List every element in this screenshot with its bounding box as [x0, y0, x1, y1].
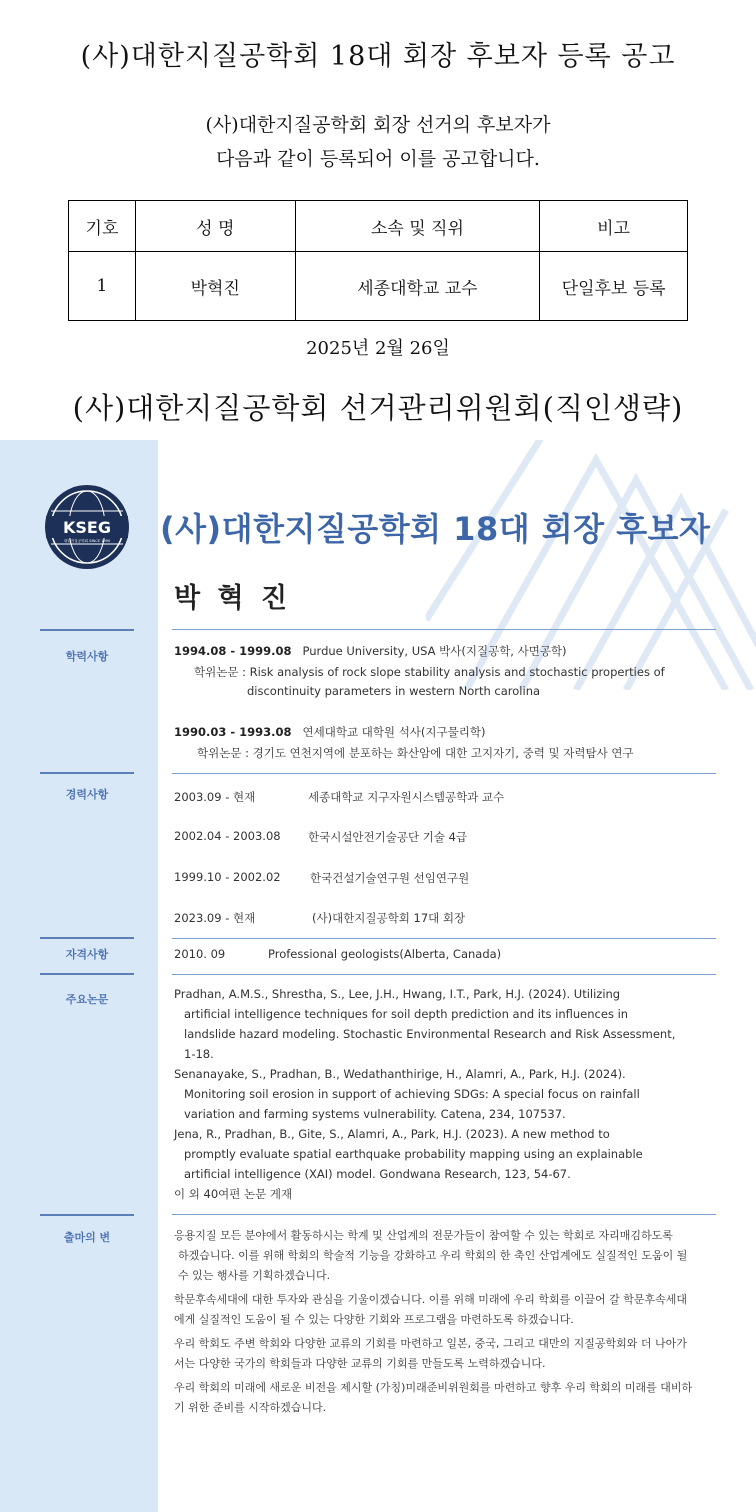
education-period: 1994.08 - 1999.08 — [174, 644, 292, 658]
section-label-career: 경력사항 — [65, 788, 109, 801]
statement-line: 기 위한 준비를 시작하겠습니다. — [174, 1401, 327, 1414]
cell-number: 1 — [69, 252, 136, 321]
notice-signature: (사)대한지질공학회 선거관리위원회(직인생략) — [72, 391, 684, 425]
section-line — [40, 937, 134, 939]
divider — [172, 773, 716, 774]
section-label-statement: 출마의 변 — [63, 1231, 111, 1244]
paper-line: landslide hazard modeling. Stochastic Environmental Research and Risk Assessment, — [184, 1027, 676, 1041]
notice-title: (사)대한지질공학회 18대 회장 후보자 등록 공고 — [80, 41, 676, 72]
paper-line: 1-18. — [184, 1047, 214, 1061]
section-line — [40, 629, 134, 631]
education-thesis: 학위논문 : Risk analysis of rock slope stability analysis and stochastic properties of — [194, 665, 665, 679]
kseg-logo — [44, 484, 130, 570]
table-row — [69, 252, 688, 321]
notice-intro-line: 다음과 같이 등록되어 이를 공고합니다. — [216, 148, 540, 170]
table-header-row — [69, 201, 688, 252]
section-line — [40, 772, 134, 774]
paper-line: variation and farming systems vulnerability. Catena, 234, 107537. — [184, 1107, 566, 1121]
education-period: 1990.03 - 1993.08 — [174, 725, 292, 739]
career-desc: 세종대학교 지구자원시스템공학과 교수 — [308, 790, 505, 804]
career-desc: 한국시설안전기술공단 기술 4급 — [308, 830, 468, 844]
paper-line: Senanayake, S., Pradhan, B., Wedathanthirige, H., Alamri, A., Park, H.J. (2024). — [174, 1067, 626, 1081]
statement-line: 하겠습니다. 이를 위해 학회의 학술적 기능을 강화하고 우리 학회의 한 축인 산업계에도 실질적인 도움이 될 — [178, 1249, 688, 1262]
education-desc: Purdue University, USA 박사(지질공학, 사면공학) — [302, 644, 567, 658]
paper-line: artificial intelligence techniques for soil depth prediction and its influences in — [184, 1007, 629, 1021]
career-period: 2002.04 - 2003.08 — [174, 829, 281, 843]
section-line — [40, 973, 134, 975]
col-header-number: 기호 — [69, 201, 136, 252]
paper-line: promptly evaluate spatial earthquake probability mapping using an explainable — [184, 1147, 643, 1161]
logo-subtext: 대한지질공학회 SINCE 1990 — [63, 539, 111, 543]
divider — [172, 1214, 716, 1215]
divider — [172, 629, 716, 630]
paper-list — [174, 984, 714, 1204]
col-header-remark: 비고 — [540, 201, 688, 252]
career-period: 2003.09 - 현재 — [174, 790, 256, 804]
education-thesis: discontinuity parameters in western North carolina — [247, 684, 541, 698]
candidate-table — [68, 200, 688, 321]
paper-line: Jena, R., Pradhan, B., Gite, S., Alamri, A., Park, H.J. (2023). A new method to — [174, 1127, 610, 1141]
license-desc: Professional geologists(Alberta, Canada) — [268, 947, 502, 961]
education-thesis: 학위논문 : 경기도 연천지역에 분포하는 화산암에 대한 고지자기, 중력 및 자력탐사 연구 — [197, 746, 634, 760]
statement-line: 에게 실질적인 도움이 될 수 있는 다양한 기회와 프로그램을 마련하도록 하겠습니다. — [174, 1313, 574, 1326]
career-period: 2023.09 - 현재 — [174, 911, 256, 925]
education-item — [174, 643, 567, 659]
statement-line: 우리 학회도 주변 학회와 다양한 교류의 기회를 마련하고 일본, 중국, 그리고 대만의 지질공학회와 더 나아가 — [174, 1337, 687, 1350]
statement — [174, 1226, 714, 1418]
career-desc: (사)대한지질공학회 17대 회장 — [312, 911, 466, 925]
section-line — [40, 1214, 134, 1216]
cell-name: 박혁진 — [135, 252, 295, 321]
section-label-papers: 주요논문 — [65, 993, 109, 1006]
logo-text: KSEG — [63, 518, 111, 537]
section-label-education: 학력사항 — [65, 650, 109, 663]
section-label-license: 자격사항 — [65, 948, 109, 961]
col-header-affiliation: 소속 및 직위 — [295, 201, 540, 252]
sidebar-background — [0, 440, 158, 1512]
education-item — [174, 724, 485, 740]
papers-more: 이 외 40여편 논문 게재 — [174, 1187, 293, 1201]
statement-line: 학문후속세대에 대한 투자와 관심을 기울이겠습니다. 이를 위해 미래에 우리 학회를 이끌어 갈 학문후속세대 — [174, 1293, 687, 1306]
statement-line: 수 있는 행사를 기획하겠습니다. — [178, 1269, 331, 1282]
notice-date: 2025년 2월 26일 — [306, 338, 450, 359]
career-desc: 한국건설기술연구원 선임연구원 — [310, 871, 470, 885]
statement-line: 서는 다양한 국가의 학회들과 다양한 교류의 기회를 만들도록 노력하겠습니다. — [174, 1357, 546, 1370]
education-desc: 연세대학교 대학원 석사(지구물리학) — [302, 725, 486, 739]
statement-line: 우리 학회의 미래에 새로운 비전을 제시할 (가칭)미래준비위원회를 마련하고 향후 우리 학회의 미래를 대비하 — [174, 1381, 693, 1394]
paper-line: Monitoring soil erosion in support of achieving SDGs: A special focus on rainfall — [184, 1087, 640, 1101]
divider — [172, 938, 716, 939]
cell-remark: 단일후보 등록 — [540, 252, 688, 321]
candidate-name: 박 혁 진 — [174, 583, 292, 614]
cell-affiliation: 세종대학교 교수 — [295, 252, 540, 321]
notice-intro — [0, 108, 756, 176]
paper-line: artificial intelligence (XAI) model. Gondwana Research, 123, 54-67. — [184, 1167, 571, 1181]
poster-title: (사)대한지질공학회 18대 회장 후보자 — [160, 510, 711, 548]
career-period: 1999.10 - 2002.02 — [174, 870, 281, 884]
candidate-poster — [0, 440, 756, 1512]
statement-line: 응용지질 모든 분야에서 활동하시는 학계 및 산업계의 전문가들이 참여할 수 있는 학회로 자리매김하도록 — [174, 1229, 673, 1242]
notice-intro-line: (사)대한지질공학회 회장 선거의 후보자가 — [205, 114, 551, 136]
divider — [172, 974, 716, 975]
license-period: 2010. 09 — [174, 947, 226, 961]
paper-line: Pradhan, A.M.S., Shrestha, S., Lee, J.H., Hwang, I.T., Park, H.J. (2024). Utilizing — [174, 987, 621, 1001]
col-header-name: 성 명 — [135, 201, 295, 252]
